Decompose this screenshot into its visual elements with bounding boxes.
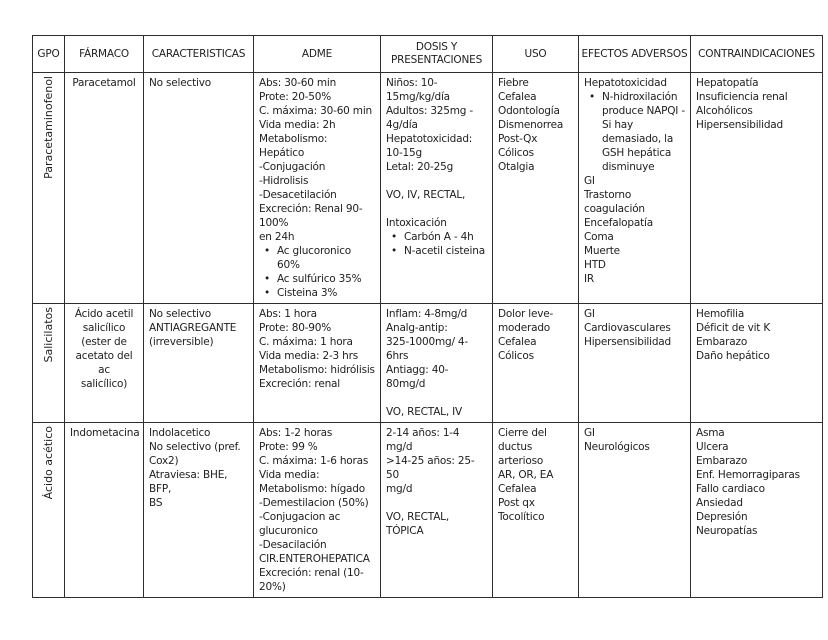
cell-line: moderado: [498, 322, 551, 334]
cell-line: BS: [149, 497, 163, 509]
cell-line: Cólicos: [498, 147, 534, 159]
cell-line: ANTIAGREGANTE: [149, 322, 237, 334]
cell-line: GI: [584, 175, 595, 187]
cell-line: salicílico: [82, 322, 126, 334]
cell-line: [386, 391, 487, 405]
cell-line: Cierre del ductus: [498, 427, 547, 453]
cell-line: en 24h: [259, 231, 295, 243]
cell-efectos: [579, 304, 691, 423]
table-row: [33, 304, 823, 423]
cell-line: Antiagg: 40-80mg/d: [386, 364, 449, 390]
cell-line: arterioso: [498, 455, 544, 467]
cell-line: Neurológicos: [584, 441, 650, 453]
cell-line: Analg-antip:: [386, 322, 448, 334]
cell-caracteristicas: [144, 304, 254, 423]
cell-line: Ulcera: [696, 441, 729, 453]
cell-farmaco: [65, 304, 144, 423]
cell-line: (ester de: [81, 336, 127, 348]
cell-line: GI: [584, 308, 595, 320]
cell-line: • Ac sulfúrico 35%: [259, 272, 375, 286]
group-label-cell: [33, 423, 65, 598]
header-farmaco: FÁRMACO: [65, 36, 144, 73]
cell-line: Encefalopatía: [584, 217, 653, 229]
cell-line: -Conjugacion ac glucuronico: [259, 511, 341, 537]
cell-line: >14-25 años: 25-50: [386, 455, 475, 481]
cell-line: Letal: 20-25g: [386, 161, 454, 173]
cell-line: -Desacilación: [259, 539, 327, 551]
cell-line: Indometacina: [70, 427, 140, 439]
cell-line: Fiebre: [498, 77, 529, 89]
cell-line: Cefalea: [498, 336, 537, 348]
cell-line: Atraviesa: BHE, BFP,: [149, 469, 228, 495]
cell-line: • N-hidroxilación produce NAPQI - Si hay demasiado, la GSH hepática disminuye: [584, 90, 685, 174]
cell-caracteristicas: [144, 423, 254, 598]
cell-line: C. máxima: 30-60 min: [259, 105, 372, 117]
cell-line: Daño hepático: [696, 350, 770, 362]
cell-farmaco: [65, 73, 144, 304]
cell-line: • Cisteina 3%: [259, 286, 375, 300]
cell-line: No selectivo: [149, 308, 211, 320]
cell-line: Cardiovasculares: [584, 322, 671, 334]
cell-line: Dismenorrea: [498, 119, 564, 131]
header-dosis: DOSIS Y PRESENTACIONES: [381, 36, 493, 73]
cell-line: Ansiedad: [696, 497, 743, 509]
cell-line: Déficit de vit K: [696, 322, 771, 334]
cell-line: Embarazo: [696, 336, 748, 348]
cell-line: Hepatopatía: [696, 77, 759, 89]
cell-line: Ácido acetil: [74, 308, 134, 320]
cell-line: 325-1000mg/ 4-6hrs: [386, 336, 468, 362]
cell-line: Embarazo: [696, 455, 748, 467]
cell-line: Odontología: [498, 105, 560, 117]
cell-line: salicílico): [80, 378, 128, 390]
cell-line: acetato del ac: [75, 350, 133, 376]
cell-line: -Desacetilación: [259, 189, 337, 201]
cell-line: Excreción: renal (10-20%): [259, 567, 364, 593]
cell-line: Prote: 20-50%: [259, 91, 331, 103]
cell-line: Adultos: 325mg -: [386, 105, 473, 117]
cell-line: Alcohólicos: [696, 105, 753, 117]
cell-line: C. máxima: 1 hora: [259, 336, 353, 348]
cell-adme: [254, 304, 381, 423]
cell-line: Cólicos: [498, 350, 534, 362]
pharma-table: [32, 35, 823, 598]
cell-line: Cefalea: [498, 483, 537, 495]
header-adme: ADME: [254, 36, 381, 73]
cell-dosis: [381, 73, 493, 304]
cell-line: Fallo cardiaco: [696, 483, 765, 495]
cell-line: Excreción: Renal 90-100%: [259, 203, 363, 229]
cell-line: [386, 202, 487, 216]
cell-line: Hipersensibilidad: [584, 336, 672, 348]
table-row: [33, 73, 823, 304]
table-row: [33, 423, 823, 598]
cell-line: Hepatotoxicidad: [584, 77, 667, 89]
cell-contra: [691, 423, 823, 598]
table-header: [33, 36, 823, 73]
cell-line: No selectivo (pref.: [149, 441, 241, 453]
cell-line: Coma: [584, 231, 614, 243]
cell-line: AR, OR, EA: [498, 469, 554, 481]
cell-line: Paracetamol: [72, 77, 136, 89]
cell-line: • Ac glucoronico 60%: [259, 244, 375, 272]
cell-line: -Hidrolisis: [259, 175, 309, 187]
cell-line: Enf. Hemorragiparas: [696, 469, 800, 481]
cell-line: Post qx: [498, 497, 535, 509]
cell-line: Niños: 10-15mg/kg/día: [386, 77, 450, 103]
cell-line: Abs: 1-2 horas: [259, 427, 333, 439]
group-label: Ácido acético: [41, 426, 55, 500]
header-row: [33, 36, 823, 73]
cell-line: Hepatotoxicidad: 10-15g: [386, 133, 473, 159]
cell-line: Cox2): [149, 455, 179, 467]
cell-line: Post-Qx: [498, 133, 538, 145]
cell-caracteristicas: [144, 73, 254, 304]
cell-line: VO, IV, RECTAL,: [386, 189, 466, 201]
cell-line: Hipersensibilidad: [696, 119, 784, 131]
cell-line: IR: [584, 273, 594, 285]
cell-line: 4g/día: [386, 119, 418, 131]
cell-line: No selectivo: [149, 77, 211, 89]
cell-line: Excreción: renal: [259, 378, 340, 390]
cell-line: HTD: [584, 259, 606, 271]
cell-line: Vida media: 2-3 hrs: [259, 350, 359, 362]
cell-line: Metabolismo: hidrólisis: [259, 364, 375, 376]
cell-line: Metabolismo: Hepático: [259, 133, 328, 159]
cell-line: (irreversible): [149, 336, 214, 348]
cell-line: Neuropatías: [696, 525, 758, 537]
cell-line: [386, 174, 487, 188]
cell-line: [386, 496, 487, 510]
cell-line: Intoxicación: [386, 217, 447, 229]
table-body: [33, 73, 823, 598]
header-caracteristicas: CARACTERISTICAS: [144, 36, 254, 73]
cell-line: Prote: 80-90%: [259, 322, 331, 334]
cell-line: Trastorno coagulación: [584, 189, 645, 215]
cell-line: -Conjugación: [259, 161, 326, 173]
cell-contra: [691, 304, 823, 423]
cell-line: GI: [584, 427, 595, 439]
cell-line: Cefalea: [498, 91, 537, 103]
cell-line: Muerte: [584, 245, 620, 257]
header-gpo: GPO: [33, 36, 65, 73]
header-uso: USO: [493, 36, 579, 73]
cell-line: Inflam: 4-8mg/d: [386, 308, 468, 320]
group-label: Paracetaminofenol: [41, 76, 55, 179]
cell-line: 2-14 años: 1-4 mg/d: [386, 427, 460, 453]
cell-dosis: [381, 304, 493, 423]
cell-line: Vida media: 2h: [259, 119, 336, 131]
cell-line: Insuficiencia renal: [696, 91, 788, 103]
group-label: Salicilatos: [41, 307, 55, 363]
cell-line: Dolor leve-: [498, 308, 554, 320]
cell-line: -Demestilacion (50%): [259, 497, 369, 509]
cell-line: VO, RECTAL, TÓPICA: [386, 511, 449, 537]
cell-efectos: [579, 73, 691, 304]
cell-line: • N-acetil cisteina: [386, 244, 487, 258]
cell-line: Abs: 30-60 min: [259, 77, 337, 89]
header-contra: CONTRAINDICACIONES: [691, 36, 823, 73]
cell-line: VO, RECTAL, IV: [386, 406, 462, 418]
cell-uso: [493, 423, 579, 598]
cell-uso: [493, 73, 579, 304]
cell-line: Tocolítico: [498, 511, 545, 523]
cell-dosis: [381, 423, 493, 598]
group-label-cell: [33, 73, 65, 304]
group-label-cell: [33, 304, 65, 423]
cell-line: • Carbón A - 4h: [386, 230, 487, 244]
cell-line: mg/d: [386, 483, 413, 495]
cell-farmaco: [65, 423, 144, 598]
cell-line: Vida media:: [259, 469, 320, 481]
cell-adme: [254, 73, 381, 304]
cell-line: C. máxima: 1-6 horas: [259, 455, 369, 467]
cell-contra: [691, 73, 823, 304]
cell-line: Otalgia: [498, 161, 535, 173]
cell-line: Depresión: [696, 511, 748, 523]
cell-line: Hemofilia: [696, 308, 745, 320]
cell-line: Asma: [696, 427, 725, 439]
cell-line: Prote: 99 %: [259, 441, 318, 453]
cell-line: CIR.ENTEROHEPATICA: [259, 553, 370, 565]
cell-adme: [254, 423, 381, 598]
cell-line: Indolacetico: [149, 427, 211, 439]
header-efectos: EFECTOS ADVERSOS: [579, 36, 691, 73]
cell-line: Abs: 1 hora: [259, 308, 317, 320]
cell-efectos: [579, 423, 691, 598]
cell-line: Metabolismo: hígado: [259, 483, 365, 495]
cell-uso: [493, 304, 579, 423]
